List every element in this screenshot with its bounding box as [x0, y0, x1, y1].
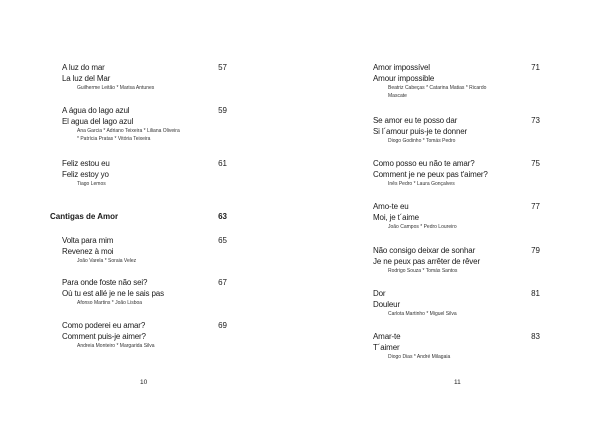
entry-page-number: 59 [218, 106, 227, 115]
entry-authors: João Campos * Pedro Loureiro [388, 224, 457, 230]
entry-page-number: 79 [531, 246, 540, 255]
entry-page-number: 57 [218, 63, 227, 72]
entry-page-number: 83 [531, 332, 540, 341]
entry-authors: Ana Garcia * Adriano Teixeira * Liliana Oliveira [77, 128, 180, 134]
entry-page-number: 75 [531, 159, 540, 168]
entry-authors: João Varela * Soraia Velez [77, 258, 137, 264]
entry-title: Dor [373, 289, 386, 298]
entry-page-number: 71 [531, 63, 540, 72]
entry-authors: Diogo Godinho * Tomás Pedro [388, 138, 456, 144]
page-number-footer: 10 [140, 379, 148, 386]
entry-title-translation: Comment je ne peux pas t'aimer? [373, 170, 488, 179]
toc-entry [62, 320, 155, 350]
entry-page-number: 67 [218, 278, 227, 287]
toc-entry [62, 158, 110, 188]
toc-entry [373, 201, 457, 231]
entry-title: A luz do mar [62, 63, 105, 72]
right-page [300, 0, 600, 425]
entry-title: Volta para mim [62, 236, 114, 245]
entry-page-number: 73 [531, 116, 540, 125]
entry-page-number: 65 [218, 236, 227, 245]
entry-title-translation: Comment puis-je aimer? [62, 332, 146, 341]
section-heading: Cantigas de Amor [50, 212, 119, 221]
entry-title-translation: Revenez à moi [62, 247, 114, 256]
section-page-number: 63 [218, 212, 227, 221]
entry-title-translation: Moi, je t´aime [373, 213, 419, 222]
entry-title-translation: Je ne peux pas arrêter de rêver [373, 257, 480, 266]
entry-title: Não consigo deixar de sonhar [373, 246, 476, 255]
entry-authors: Tiago Lemos [77, 181, 106, 187]
entry-authors: Rodrigo Souza * Tomás Santos [388, 268, 458, 274]
entry-title: Feliz estou eu [62, 159, 110, 168]
entry-authors-continued: * Patrícia Pratas * Vitória Teixeira [77, 136, 151, 142]
entry-title-translation: Amour impossible [373, 74, 435, 83]
entry-title: Como poderei eu amar? [62, 321, 146, 330]
entry-title-translation: Si l´amour puis-je te donner [373, 127, 468, 136]
entry-page-number: 81 [531, 289, 540, 298]
toc-entry [62, 235, 136, 265]
entry-title: Para onde foste não sei? [62, 278, 148, 287]
entry-title-translation: T´aimer [373, 343, 400, 352]
entry-title: Amo-te eu [373, 202, 409, 211]
entry-title-translation: Feliz estoy yo [62, 170, 109, 179]
toc-entry [62, 62, 154, 92]
entry-authors: Guilherme Leitão * Marisa Antunes [77, 85, 155, 91]
toc-entry [373, 331, 450, 361]
entry-title: A água do lago azul [62, 106, 130, 115]
entry-authors: Beatriz Cabeças * Catarina Matias * Ricardo [388, 85, 487, 91]
entry-authors: Inês Pedro * Laura Gonçalves [388, 181, 455, 187]
toc-entry [62, 105, 180, 143]
entry-title: Amor impossível [373, 63, 430, 72]
entry-authors: Diogo Dias * André Milagaia [388, 354, 451, 360]
toc-entry [373, 158, 488, 188]
entry-authors-continued: Mascate [388, 93, 407, 99]
toc-entry [62, 277, 164, 307]
entry-title-translation: Où tu est allé je ne le sais pas [62, 289, 164, 298]
entry-page-number: 61 [218, 159, 227, 168]
entry-title: Se amor eu te posso dar [373, 116, 458, 125]
entry-title-translation: El agua del lago azul [62, 117, 134, 126]
entry-authors: Afonso Martins * João Lisboa [77, 300, 143, 306]
entry-authors: Andreia Monteiro * Margarida Silva [77, 343, 155, 349]
entry-title: Como posso eu não te amar? [373, 159, 475, 168]
entry-title: Amar-te [373, 332, 401, 341]
entry-authors: Carlota Martinho * Miguel Silva [388, 311, 457, 317]
page-number-footer: 11 [454, 379, 461, 386]
toc-entry [373, 288, 457, 318]
entry-page-number: 69 [218, 321, 227, 330]
entry-title-translation: La luz del Mar [62, 74, 111, 83]
entry-title-translation: Douleur [373, 300, 400, 309]
toc-entry [373, 62, 486, 100]
entry-page-number: 77 [531, 202, 540, 211]
toc-entry [373, 115, 467, 145]
toc-entry [373, 245, 480, 275]
